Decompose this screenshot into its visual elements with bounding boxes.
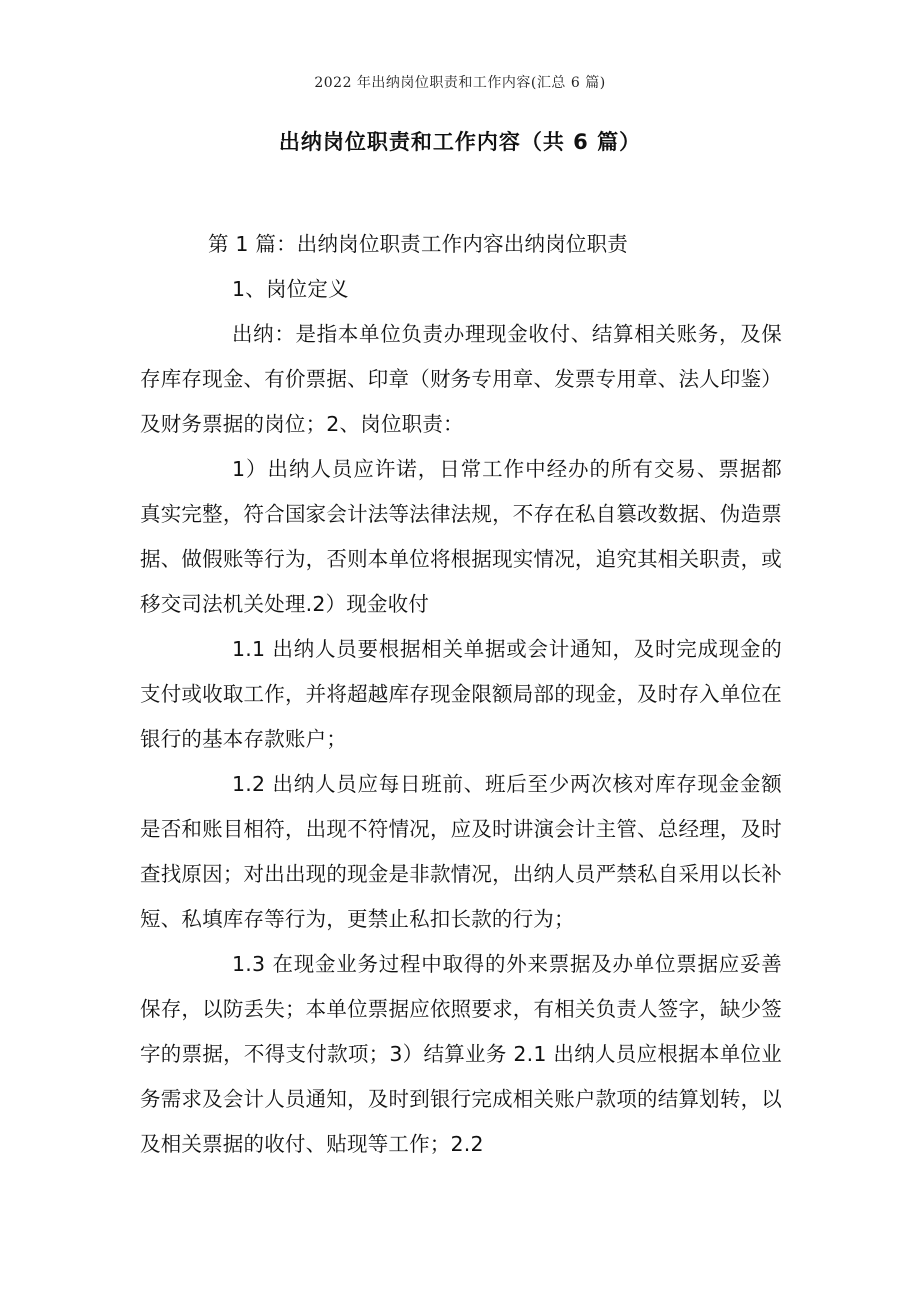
paragraph: 1）出纳人员应许诺，日常工作中经办的所有交易、票据都真实完整，符合国家会计法等法律法规，不存在私自篡改数据、伪造票据、做假账等行为，否则本单位将根据现实情况，追究其相关职责，或移交司法机关处理.2）现金收付	[140, 457, 782, 616]
paragraph: 1.3 在现金业务过程中取得的外来票据及办单位票据应妥善保存，以防丢失；本单位票据应依照要求，有相关负责人签字，缺少签字的票据，不得支付款项；3）结算业务 2.1 出纳人员应根据本单位业务需求及会计人员通知，及时到银行完成相关账户款项的结算划转，以及相关票据的收付、贴现等工作；2.2	[140, 952, 782, 1156]
running-header: 2022 年出纳岗位职责和工作内容(汇总 6 篇)	[314, 75, 606, 91]
document-body	[140, 222, 782, 1167]
document-title: 出纳岗位职责和工作内容（共 6 篇）	[278, 130, 642, 154]
paragraph: 1.2 出纳人员应每日班前、班后至少两次核对库存现金金额是否和账目相符，出现不符情况，应及时讲演会计主管、总经理，及时查找原因；对出出现的现金是非款情况，出纳人员严禁私自采用以长补短、私填库存等行为，更禁止私扣长款的行为；	[140, 772, 782, 931]
section-heading: 第 1 篇：出纳岗位职责工作内容出纳岗位职责	[208, 232, 628, 256]
paragraph: 出纳：是指本单位负责办理现金收付、结算相关账务，及保存库存现金、有价票据、印章（财务专用章、发票专用章、法人印鉴）及财务票据的岗位；2、岗位职责：	[140, 322, 782, 436]
paragraph: 1.1 出纳人员要根据相关单据或会计通知，及时完成现金的支付或收取工作，并将超越库存现金限额局部的现金，及时存入单位在银行的基本存款账户；	[140, 637, 782, 751]
subsection-heading: 1、岗位定义	[232, 277, 349, 301]
